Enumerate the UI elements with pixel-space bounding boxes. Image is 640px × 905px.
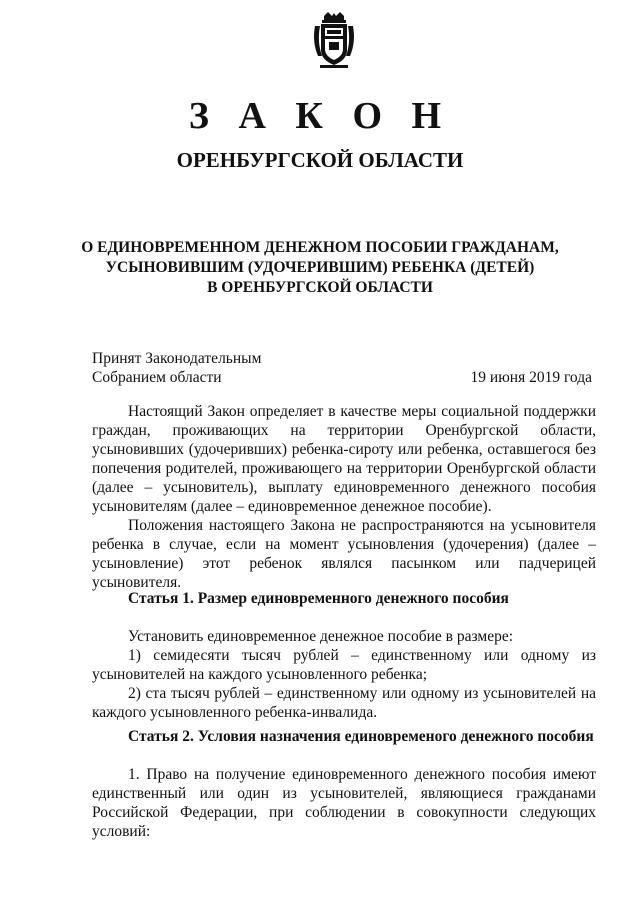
adopted-by-line-2: Собранием области (92, 369, 222, 386)
preamble (92, 402, 596, 592)
subject-line-1: О ЕДИНОВРЕМЕННОМ ДЕНЕЖНОМ ПОСОБИИ ГРАЖДАНАМ, (81, 239, 559, 256)
article-1-item-2: 2) ста тысяч рублей – единственному или одному из усыновителей на каждого усыновленного ребенка-инвалида. (92, 685, 596, 721)
article-2-paragraph-1: 1. Право на получение единовременного денежного пособия имеют единственный или один из усыновителей, являющиеся гражданами Российской Федерации, при соблюдении в совокупности следующих условий: (92, 766, 596, 840)
law-subject-title (80, 238, 560, 298)
article-1-item-1: 1) семидесяти тысяч рублей – единственному или одному из усыновителей на каждого усыновленного ребенка; (92, 647, 596, 683)
article-2-heading: Статья 2. Условия назначения единовременого денежного пособия (128, 728, 594, 745)
subject-line-3: В ОРЕНБУРГСКОЙ ОБЛАСТИ (207, 279, 433, 296)
preamble-paragraph-2: Положения настоящего Закона не распространяются на усыновителя ребенка в случае, если на момент усыновления (удочерения) (далее – усыновление) этот ребенок являлся пасынком или падчерицей усыновителя. (92, 517, 596, 591)
article-2-body (92, 765, 596, 841)
adopted-by-line-1: Принят Законодательным (92, 350, 262, 367)
article-1-heading: Статья 1. Размер единовременного денежного пособия (128, 590, 509, 607)
adoption-date: 19 июня 2019 года (470, 369, 592, 386)
adoption-info (92, 349, 592, 387)
article-1-intro: Установить единовременное денежное пособие в размере: (128, 628, 514, 645)
subject-line-2: УСЫНОВИВШИМ (УДОЧЕРИВШИМ) РЕБЕНКА (ДЕТЕЙ) (105, 259, 535, 276)
coat-of-arms-icon (312, 12, 356, 70)
preamble-paragraph-1: Настоящий Закон определяет в качестве меры социальной поддержки граждан, проживающих на территории Оренбургской области, усыновивших (удочеривших) ребенка-сироту или ребенка, оставшегося без попечения родителей, проживающего на территории Оренбургской области (далее – усыновитель), выплату единовременного денежного пособия усыновителям (далее – единовременное денежное пособие). (92, 403, 596, 515)
article-1-body (92, 627, 596, 722)
document-type-title: З А К О Н (188, 95, 452, 137)
region-title: ОРЕНБУРГСКОЙ ОБЛАСТИ (176, 148, 464, 172)
